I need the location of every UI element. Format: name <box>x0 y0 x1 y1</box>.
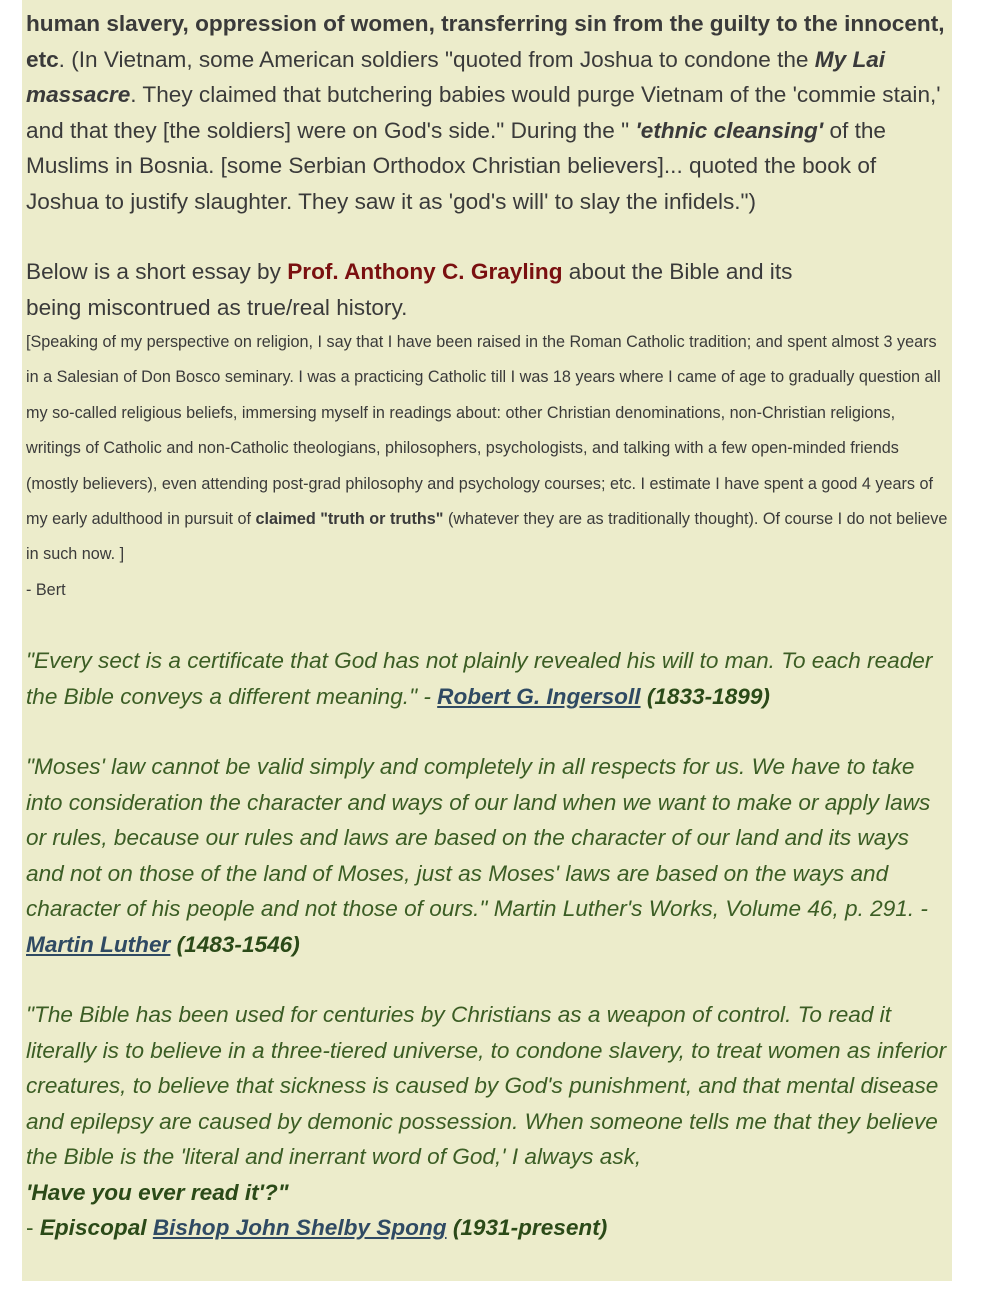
ingersoll-quote <box>26 643 948 714</box>
spong-dash: - <box>26 1215 40 1241</box>
spong-link[interactable]: Bishop John Shelby Spong <box>152 1215 447 1241</box>
spong-years: (1931-present) <box>446 1215 608 1241</box>
spong-ask: 'Have you ever read it'?" <box>26 1179 289 1205</box>
author-note-text-2: (whatever they are as traditionally thought). Of course I do not believe in such now. ] <box>26 510 948 564</box>
intro-text-2: . They claimed that butchering babies would purge Vietnam of the 'commie stain,' and that they [the soldiers] were on God's side." During the " <box>26 82 941 143</box>
grayling-name: Prof. Anthony C. Grayling <box>287 259 563 284</box>
intro-text-3: of the Muslims in Bosnia. [some Serbian Orthodox Christian believers]... quoted the book of Joshua to justify slaughter. They saw it as 'god's will' to slay the infidels.") <box>26 117 886 214</box>
my-lai-emphasis: My Lai massacre <box>26 46 886 107</box>
spong-prefix: Episcopal <box>39 1215 153 1241</box>
essay-intro-text-3: being miscontrued as true/real history. <box>26 294 408 320</box>
luther-years: (1483-1546) <box>170 931 300 957</box>
intro-bold-lead: human slavery, oppression of women, transferring sin from the guilty to the innocent, etc <box>26 11 945 72</box>
intro-paragraph <box>26 6 948 219</box>
author-note-text-1: [Speaking of my perspective on religion, I say that I have been raised in the Roman Catholic tradition; and spent almost 3 years in a Salesian of Don Bosco seminary. I was a practicing Catholic till I was 18 years where I came of age to gradually question all my so-called religious beliefs, immersing myself in readings about: other Christian denominations, non-Christian religions, writings of Catholic and non-Catholic theologians, philosophers, psychologists, and talking with a few open-minded friends (mostly believers), even attending post-grad philosophy and psychology courses; etc. I estimate I have spent a good 4 years of my early adulthood in pursuit of <box>26 333 941 529</box>
essay-intro-paragraph <box>26 254 948 325</box>
article-page <box>22 0 952 1281</box>
spacer <box>26 219 948 254</box>
ingersoll-years: (1833-1899) <box>640 683 770 709</box>
author-signature: - Bert <box>26 580 66 599</box>
spacer <box>26 608 948 643</box>
ethnic-cleansing-emphasis: 'ethnic cleansing' <box>635 117 824 143</box>
luther-quote <box>26 749 948 962</box>
essay-intro-text-2: about the Bible and its <box>562 259 793 284</box>
spong-quote-text: "The Bible has been used for centuries by Christians as a weapon of control. To read it literally is to believe in a three-tiered universe, to condone slavery, to treat women as inferior creatures, to believe that sickness is caused by God's punishment, and that mental disease and epilepsy are caused by demonic possession. When someone tells me that they believe the Bible is the 'literal and inerrant word of God,' I always ask, <box>26 1002 947 1170</box>
author-note-bold: claimed "truth or truths" <box>255 510 444 529</box>
ingersoll-quote-text: "Every sect is a certificate that God has not plainly revealed his will to man. To each reader the Bible conveys a different meaning." - <box>26 648 933 709</box>
essay-intro-text-1: Below is a short essay by <box>26 259 288 284</box>
spong-quote <box>26 997 948 1246</box>
spacer <box>26 714 948 749</box>
luther-quote-text: "Moses' law cannot be valid simply and completely in all respects for us. We have to take into consideration the character and ways of our land when we want to make or apply laws or rules, because our rules and laws are based on the character of our land and its ways and not on those of the land of Moses, just as Moses' laws are based on the ways and character of his people and not those of ours." Martin Luther's Works, Volume 46, p. 291. - <box>26 754 931 922</box>
spacer <box>26 962 948 997</box>
intro-text-1: . (In Vietnam, some American soldiers "quoted from Joshua to condone the <box>58 46 815 72</box>
luther-link[interactable]: Martin Luther <box>26 931 171 957</box>
ingersoll-link[interactable]: Robert G. Ingersoll <box>437 683 641 709</box>
author-note-paragraph <box>26 325 948 608</box>
